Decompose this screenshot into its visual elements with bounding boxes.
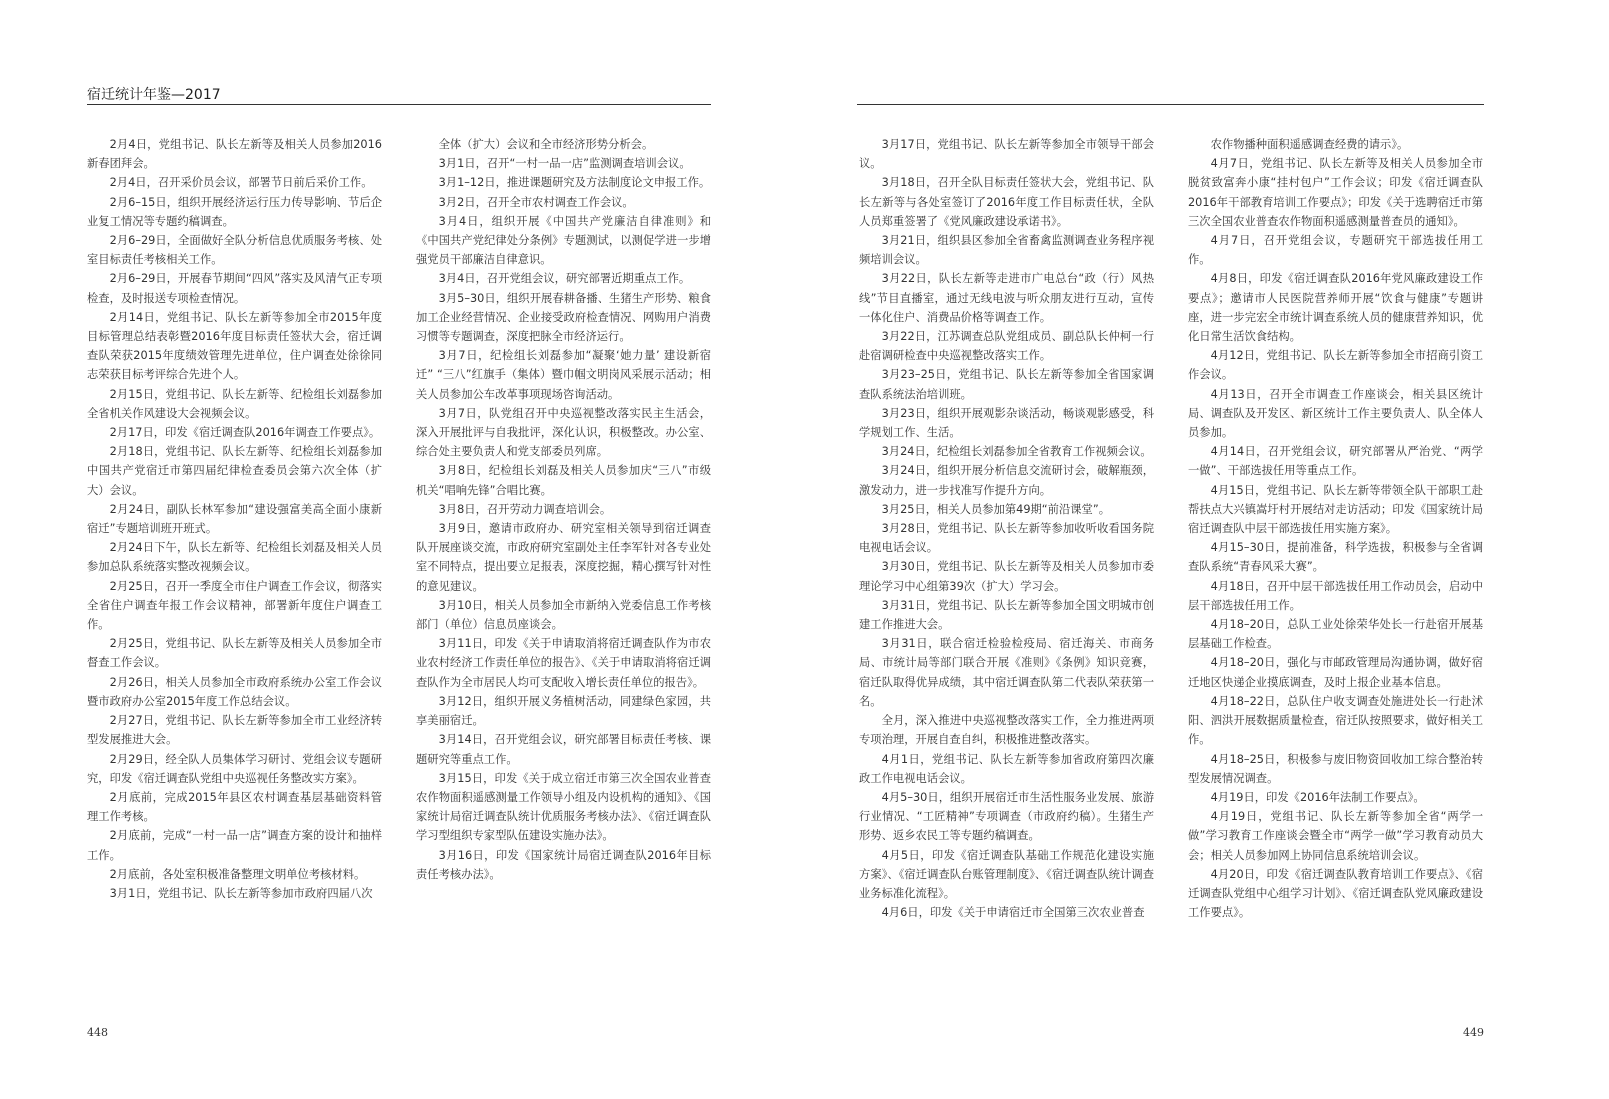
event-paragraph: 2月4日，党组书记、队长左新等及相关人员参加2016新春团拜会。 [87, 138, 382, 171]
event-paragraph: 3月7日，纪检组长刘磊参加“凝聚‘她力量’ 建设新宿迁” “三八”红旗手（集体）暨巾帼文明岗风采展示活动；相关人员参加公车改革事项现场咨询活动。 [416, 349, 711, 401]
right-header-rule [857, 104, 1484, 105]
event-paragraph: 4月19日，印发《2016年法制工作要点》。 [1210, 790, 1425, 804]
event-paragraph: 3月15日，印发《关于成立宿迁市第三次全国农业普查农作物面积遥感测量工作领导小组及内设机构的通知》、《国家统计局宿迁调查队统计优质服务考核办法》、《宿迁调查队学习型组织专家型队伍建设实施办法》。 [416, 771, 711, 843]
event-paragraph: 2月24日下午，队长左新等、纪检组长刘磊及相关人员参加总队系统落实整改视频会议。 [87, 541, 382, 574]
event-paragraph: 4月8日，印发《宿迁调查队2016年党风廉政建设工作要点》；邀请市人民医院营养师开展“饮食与健康”专题讲座，进一步完宏全市统计调查系统人员的健康营养知识，优化日常生活饮食结构。 [1188, 272, 1483, 344]
event-paragraph: 3月1–12日，推进课题研究及方法制度论文申报工作。 [438, 176, 711, 190]
event-paragraph: 4月18–20日，总队工业处徐荣华处长一行赴宿开展基层基础工作检查。 [1188, 618, 1483, 651]
event-paragraph: 4月7日，召开党组会议，专题研究干部选拔任用工作。 [1188, 234, 1483, 267]
event-paragraph: 4月15–30日，提前准备，科学选拔，积极参与全省调查队系统“青春风采大赛”。 [1188, 541, 1483, 574]
left-page-column-1 [87, 135, 382, 985]
event-paragraph: 2月18日，党组书记、队长左新等、纪检组长刘磊参加中国共产党宿迁市第四届纪律检查委员会第六次全体（扩大）会议。 [87, 445, 382, 497]
event-paragraph: 3月21日，组织县区参加全省畜禽监测调查业务程序视频培训会议。 [859, 234, 1154, 267]
event-paragraph: 4月6日，印发《关于申请宿迁市全国第三次农业普查 [881, 906, 1145, 920]
event-paragraph: 3月5–30日，组织开展春耕备播、生猪生产形势、粮食加工企业经营情况、企业接受政府检查情况、网购用户消费习惯等专题调查，深度把脉全市经济运行。 [416, 291, 711, 344]
event-paragraph: 4月20日，印发《宿迁调查队教育培训工作要点》、《宿迁调查队党组中心组学习计划》、《宿迁调查队党风廉政建设工作要点》。 [1188, 867, 1483, 920]
event-paragraph: 3月25日，相关人员参加第49期“前沿课堂”。 [881, 502, 1110, 516]
event-paragraph: 3月24日，纪检组长刘磊参加全省教育工作视频会议。 [881, 445, 1152, 459]
event-paragraph: 3月1日，党组书记、队长左新等参加市政府四届八次 [109, 886, 373, 900]
event-paragraph: 2月底前，完成“一村一品一店”调查方案的设计和抽样工作。 [87, 829, 382, 862]
event-paragraph: 3月31日，联合宿迁检验检疫局、宿迁海关、市商务局、市统计局等部门联合开展《准则》《条例》知识竞赛，宿迁队取得优异成绩，其中宿迁调查队第二代表队荣获第一名。 [859, 637, 1154, 708]
event-paragraph: 3月18日，召开全队目标责任签状大会，党组书记、队长左新等与各处室签订了2016年度工作目标责任状，全队人员郑重签署了《党风廉政建设承诺书》。 [859, 176, 1154, 228]
event-paragraph: 3月23–25日，党组书记、队长左新等参加全省国家调查队系统法治培训班。 [859, 368, 1154, 401]
event-paragraph: 3月10日，相关人员参加全市新纳入党委信息工作考核部门（单位）信息员座谈会。 [416, 598, 711, 632]
event-paragraph: 3月8日，召开劳动力调查培训会。 [438, 502, 612, 516]
event-paragraph: 2月25日，党组书记、队长左新等及相关人员参加全市督查工作会议。 [87, 637, 382, 670]
event-paragraph: 3月30日，党组书记、队长左新等及相关人员参加市委理论学习中心组第39次（扩大）学习会。 [859, 560, 1154, 593]
event-paragraph: 2月14日，党组书记、队长左新等参加全市2015年度目标管理总结表彰暨2016年度目标责任签状大会，宿迁调查队荣获2015年度绩效管理先进单位，住户调查处徐徐同志荣获目标考评综合先进个人。 [87, 310, 382, 382]
event-paragraph: 农作物播种面积遥感调查经费的请示》。 [1210, 138, 1409, 151]
event-paragraph: 3月4日，组织开展《中国共产党廉洁自律准则》和《中国共产党纪律处分条例》专题测试，以测促学进一步增强党员干部廉洁自律意识。 [416, 214, 711, 267]
left-page-column-2 [416, 135, 711, 985]
right-page-column-1 [859, 135, 1154, 985]
event-paragraph: 全体（扩大）会议和全市经济形势分析会。 [438, 138, 654, 151]
event-paragraph: 4月15日，党组书记、队长左新等带领全队干部职工赴帮扶点大兴镇嵩圩村开展结对走访活动；印发《国家统计局宿迁调查队中层干部选拔任用实施方案》。 [1188, 483, 1483, 536]
event-paragraph: 4月12日，党组书记、队长左新等参加全市招商引资工作会议。 [1188, 349, 1483, 382]
event-paragraph: 3月1日，召开“一村一品一店”监测调查培训会议。 [438, 157, 691, 171]
event-paragraph: 2月6–29日，开展春节期间“四风”落实及风清气正专项检查，及时报送专项检查情况。 [87, 272, 382, 305]
event-paragraph: 全月，深入推进中央巡视整改落实工作，全力推进两项专项治理，开展自查自纠，积极推进整改落实。 [859, 714, 1154, 747]
event-paragraph: 2月6–15日，组织开展经济运行压力传导影响、节后企业复工情况等专题约稿调查。 [87, 195, 382, 228]
event-paragraph: 3月17日，党组书记、队长左新等参加全市领导干部会议。 [859, 138, 1154, 171]
event-paragraph: 3月22日，队长左新等走进市广电总台“政（行）风热线”节目直播室，通过无线电波与听众朋友进行互动，宣传一体化住户、消费品价格等调查工作。 [859, 272, 1154, 324]
event-paragraph: 4月18–25日，积极参与废旧物资回收加工综合整治转型发展情况调查。 [1188, 752, 1483, 785]
event-paragraph: 3月8日，纪检组长刘磊及相关人员参加庆“三八”市级机关“唱响先锋”合唱比赛。 [416, 464, 711, 497]
event-paragraph: 2月4日，召开采价员会议，部署节日前后采价工作。 [109, 176, 373, 190]
event-paragraph: 3月28日，党组书记、队长左新等参加收听收看国务院电视电话会议。 [859, 522, 1154, 555]
left-header-rule [87, 104, 711, 105]
event-paragraph: 4月5–30日，组织开展宿迁市生活性服务业发展、旅游行业情况、“工匠精神”专项调查（市政府约稿）。生猪生产形势、返乡农民工等专题约稿调查。 [859, 790, 1154, 843]
event-paragraph: 3月11日，印发《关于申请取消将宿迁调查队作为市农业农村经济工作责任单位的报告》、《关于申请取消将宿迁调查队作为全市居民人均可支配收入增长责任单位的报告》。 [416, 637, 711, 689]
left-page-number: 448 [87, 1026, 108, 1039]
right-page-number: 449 [1463, 1026, 1484, 1039]
event-paragraph: 3月12日，组织开展义务植树活动，同建绿色家园，共享美丽宿迁。 [416, 694, 711, 728]
event-paragraph: 4月1日，党组书记、队长左新等参加省政府第四次廉政工作电视电话会议。 [859, 752, 1154, 785]
event-paragraph: 3月14日，召开党组会议，研究部署目标责任考核、课题研究等重点工作。 [416, 733, 711, 766]
event-paragraph: 2月15日，党组书记、队长左新等、纪检组长刘磊参加全省机关作风建设大会视频会议。 [87, 387, 382, 420]
event-paragraph: 3月24日，组织开展分析信息交流研讨会，破解瓶颈，激发动力，进一步找准写作提升方向。 [859, 464, 1154, 497]
event-paragraph: 3月2日，召开全市农村调查工作会议。 [438, 195, 634, 209]
event-paragraph: 2月17日，印发《宿迁调查队2016年调查工作要点》。 [109, 426, 381, 440]
event-paragraph: 4月14日，召开党组会议，研究部署从严治党、“两学一做”、干部选拔任用等重点工作。 [1188, 445, 1483, 478]
event-paragraph: 2月27日，党组书记、队长左新等参加全市工业经济转型发展推进大会。 [87, 714, 382, 747]
event-paragraph: 3月7日，队党组召开中央巡视整改落实民主生活会，深入开展批评与自我批评，深化认识，积极整改。办公室、综合处主要负责人和党支部委员列席。 [416, 406, 711, 459]
event-paragraph: 4月18–22日，总队住户收支调查处施进处长一行赴沭阳、泗洪开展数据质量检查，宿迁队按照要求，做好相关工作。 [1188, 694, 1483, 747]
event-paragraph: 4月19日，党组书记、队长左新等参加全省“两学一做”学习教育工作座谈会暨全市“两学一做”学习教育动员大会；相关人员参加网上协同信息系统培训会议。 [1188, 810, 1483, 862]
event-paragraph: 4月13日，召开全市调查工作座谈会，相关县区统计局、调查队及开发区、新区统计工作主要负责人、队全体人员参加。 [1188, 387, 1483, 440]
event-paragraph: 3月16日，印发《国家统计局宿迁调查队2016年目标责任考核办法》。 [416, 848, 711, 881]
event-paragraph: 2月6–29日，全面做好全队分析信息优质服务考核、处室目标责任考核相关工作。 [87, 234, 382, 267]
event-paragraph: 2月底前，各处室积极准备整理文明单位考核材料。 [109, 867, 366, 881]
event-paragraph: 4月18–20日，强化与市邮政管理局沟通协调，做好宿迁地区快递企业摸底调查，及时上报企业基本信息。 [1188, 656, 1483, 689]
event-paragraph: 3月4日，召开党组会议，研究部署近期重点工作。 [438, 272, 691, 286]
event-paragraph: 2月26日，相关人员参加全市政府系统办公室工作会议暨市政府办公室2015年度工作总结会议。 [87, 675, 382, 708]
event-paragraph: 4月18日，召开中层干部选拔任用工作动员会，启动中层干部选拔任用工作。 [1188, 579, 1483, 612]
event-paragraph: 2月24日，副队长林军参加“建设强富美高全面小康新宿迁”专题培训班开班式。 [87, 502, 382, 536]
event-paragraph: 2月29日，经全队人员集体学习研讨、党组会议专题研究，印发《宿迁调查队党组中央巡视任务整改实方案》。 [87, 752, 382, 785]
event-paragraph: 3月31日，党组书记、队长左新等参加全国文明城市创建工作推进大会。 [859, 598, 1154, 632]
event-paragraph: 2月底前，完成2015年县区农村调查基层基础资料管理工作考核。 [87, 790, 382, 824]
event-paragraph: 4月7日，党组书记、队长左新等及相关人员参加全市脱贫致富奔小康“挂村包户”工作会议；印发《宿迁调查队2016年干部教育培训工作要点》；印发《关于选聘宿迁市第三次全国农业普查农作物面积遥感测量普查员的通知》。 [1188, 157, 1483, 228]
event-paragraph: 3月22日，江苏调查总队党组成员、副总队长仲柯一行赴宿调研检查中央巡视整改落实工作。 [859, 330, 1154, 363]
event-paragraph: 3月9日，邀请市政府办、研究室相关领导到宿迁调查队开展座谈交流，市政府研究室副处主任李军针对各专业处室不同特点，提出要立足报表，深度挖掘，精心撰写针对性的意见建议。 [416, 522, 711, 593]
event-paragraph: 3月23日，组织开展观影杂谈活动，畅谈观影感受，科学规划工作、生活。 [859, 406, 1154, 440]
right-page-column-2 [1188, 135, 1483, 985]
event-paragraph: 2月25日，召开一季度全市住户调查工作会议，彻落实全省住户调查年报工作会议精神，部署新年度住户调查工作。 [87, 579, 382, 632]
event-paragraph: 4月5日，印发《宿迁调查队基础工作规范化建设实施方案》、《宿迁调查队台账管理制度》、《宿迁调查队统计调查业务标准化流程》。 [859, 848, 1154, 900]
left-running-title: 宿迁统计年鉴—2017 [87, 87, 221, 103]
